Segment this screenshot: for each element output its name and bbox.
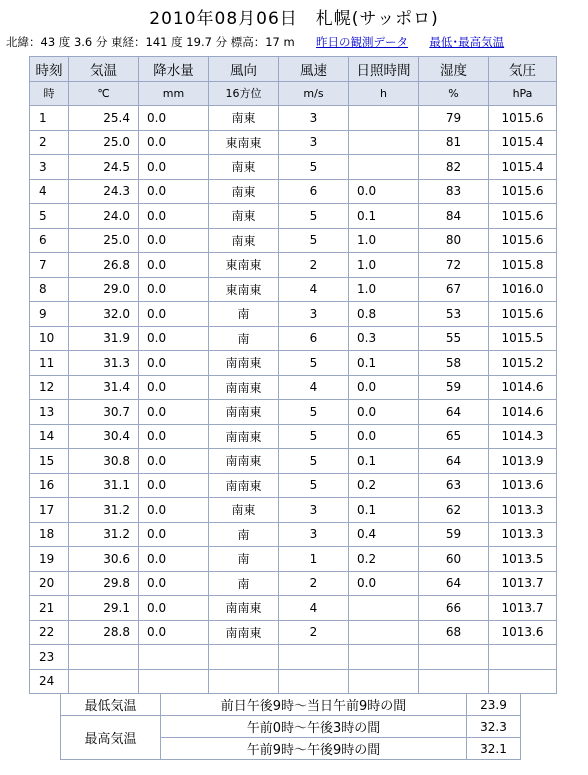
unit-hour: 時 bbox=[30, 81, 69, 106]
cell-wind-speed bbox=[279, 669, 349, 694]
cell-precipitation: 0.0 bbox=[139, 204, 209, 229]
cell-sunshine: 1.0 bbox=[349, 228, 419, 253]
cell-hour: 13 bbox=[30, 400, 69, 425]
cell-precipitation: 0.0 bbox=[139, 596, 209, 621]
unit-pressure: hPa bbox=[489, 81, 557, 106]
cell-humidity: 67 bbox=[419, 277, 489, 302]
cell-wind-direction: 南東 bbox=[209, 228, 279, 253]
max-temp-label: 最高気温 bbox=[61, 716, 161, 760]
cell-humidity: 84 bbox=[419, 204, 489, 229]
cell-temperature: 30.6 bbox=[69, 547, 139, 572]
cell-wind-speed: 4 bbox=[279, 375, 349, 400]
cell-humidity: 63 bbox=[419, 473, 489, 498]
cell-precipitation: 0.0 bbox=[139, 498, 209, 523]
cell-wind-direction bbox=[209, 645, 279, 670]
cell-hour: 5 bbox=[30, 204, 69, 229]
cell-pressure: 1015.8 bbox=[489, 253, 557, 278]
cell-humidity: 65 bbox=[419, 424, 489, 449]
cell-sunshine: 0.1 bbox=[349, 449, 419, 474]
cell-wind-direction bbox=[209, 669, 279, 694]
cell-precipitation bbox=[139, 645, 209, 670]
cell-sunshine bbox=[349, 130, 419, 155]
table-row bbox=[30, 179, 557, 204]
cell-humidity bbox=[419, 669, 489, 694]
cell-temperature bbox=[69, 669, 139, 694]
max-temp-condition-1: 午前0時～午後3時の間 bbox=[161, 716, 467, 738]
unit-precipitation: mm bbox=[139, 81, 209, 106]
cell-humidity: 55 bbox=[419, 326, 489, 351]
cell-sunshine: 0.0 bbox=[349, 424, 419, 449]
cell-pressure bbox=[489, 669, 557, 694]
cell-hour: 8 bbox=[30, 277, 69, 302]
cell-wind-direction: 南 bbox=[209, 571, 279, 596]
cell-temperature: 31.2 bbox=[69, 522, 139, 547]
cell-precipitation: 0.0 bbox=[139, 571, 209, 596]
table-row bbox=[30, 596, 557, 621]
cell-wind-speed bbox=[279, 645, 349, 670]
cell-pressure: 1013.3 bbox=[489, 498, 557, 523]
cell-wind-speed: 3 bbox=[279, 522, 349, 547]
cell-wind-speed: 6 bbox=[279, 326, 349, 351]
cell-wind-speed: 4 bbox=[279, 277, 349, 302]
cell-precipitation: 0.0 bbox=[139, 302, 209, 327]
cell-wind-direction: 南 bbox=[209, 326, 279, 351]
cell-sunshine bbox=[349, 645, 419, 670]
table-row bbox=[30, 302, 557, 327]
cell-humidity: 72 bbox=[419, 253, 489, 278]
cell-wind-direction: 南東 bbox=[209, 179, 279, 204]
unit-wind-speed: m/s bbox=[279, 81, 349, 106]
cell-sunshine: 0.2 bbox=[349, 473, 419, 498]
cell-wind-speed: 5 bbox=[279, 424, 349, 449]
cell-precipitation: 0.0 bbox=[139, 351, 209, 376]
table-row bbox=[30, 351, 557, 376]
max-temp-value-2: 32.1 bbox=[467, 738, 521, 760]
latitude: 北緯：43 度 3.6 分 bbox=[6, 35, 108, 49]
cell-hour: 2 bbox=[30, 130, 69, 155]
cell-temperature: 31.3 bbox=[69, 351, 139, 376]
cell-pressure: 1013.5 bbox=[489, 547, 557, 572]
cell-hour: 7 bbox=[30, 253, 69, 278]
cell-temperature: 32.0 bbox=[69, 302, 139, 327]
cell-sunshine: 0.3 bbox=[349, 326, 419, 351]
cell-humidity: 82 bbox=[419, 155, 489, 180]
col-header-precipitation: 降水量 bbox=[139, 57, 209, 82]
cell-temperature: 28.8 bbox=[69, 620, 139, 645]
cell-precipitation: 0.0 bbox=[139, 106, 209, 131]
page-title: 2010年08月06日 札幌(サッポロ) bbox=[149, 9, 439, 29]
col-header-wind-speed: 風速 bbox=[279, 57, 349, 82]
cell-wind-direction: 南 bbox=[209, 547, 279, 572]
cell-humidity: 64 bbox=[419, 571, 489, 596]
cell-wind-speed: 6 bbox=[279, 179, 349, 204]
cell-temperature: 24.5 bbox=[69, 155, 139, 180]
cell-humidity: 60 bbox=[419, 547, 489, 572]
temperature-summary-table bbox=[60, 693, 521, 760]
cell-sunshine: 0.4 bbox=[349, 522, 419, 547]
cell-temperature: 29.8 bbox=[69, 571, 139, 596]
cell-hour: 12 bbox=[30, 375, 69, 400]
longitude: 東経：141 度 19.7 分 bbox=[111, 35, 228, 49]
cell-humidity: 64 bbox=[419, 449, 489, 474]
cell-precipitation: 0.0 bbox=[139, 253, 209, 278]
table-row bbox=[30, 424, 557, 449]
prev-day-link[interactable]: 昨日の観測データ bbox=[316, 35, 409, 49]
table-row bbox=[30, 375, 557, 400]
cell-temperature: 25.0 bbox=[69, 228, 139, 253]
unit-sunshine: h bbox=[349, 81, 419, 106]
cell-humidity: 64 bbox=[419, 400, 489, 425]
cell-wind-speed: 3 bbox=[279, 130, 349, 155]
cell-wind-direction: 南東 bbox=[209, 498, 279, 523]
cell-temperature bbox=[69, 645, 139, 670]
cell-humidity: 83 bbox=[419, 179, 489, 204]
cell-wind-speed: 4 bbox=[279, 596, 349, 621]
cell-precipitation: 0.0 bbox=[139, 277, 209, 302]
cell-temperature: 24.0 bbox=[69, 204, 139, 229]
cell-temperature: 31.4 bbox=[69, 375, 139, 400]
min-max-temp-link[interactable]: 最低･最高気温 bbox=[429, 35, 505, 49]
cell-pressure bbox=[489, 645, 557, 670]
cell-pressure: 1013.3 bbox=[489, 522, 557, 547]
cell-pressure: 1013.6 bbox=[489, 473, 557, 498]
station-info bbox=[6, 34, 586, 50]
cell-sunshine: 0.1 bbox=[349, 498, 419, 523]
col-header-temperature: 気温 bbox=[69, 57, 139, 82]
cell-wind-speed: 3 bbox=[279, 498, 349, 523]
cell-precipitation: 0.0 bbox=[139, 522, 209, 547]
cell-sunshine: 1.0 bbox=[349, 253, 419, 278]
cell-wind-direction: 南東 bbox=[209, 155, 279, 180]
cell-humidity: 66 bbox=[419, 596, 489, 621]
table-row bbox=[30, 547, 557, 572]
cell-sunshine: 1.0 bbox=[349, 277, 419, 302]
cell-precipitation: 0.0 bbox=[139, 228, 209, 253]
cell-wind-speed: 5 bbox=[279, 204, 349, 229]
table-row bbox=[30, 326, 557, 351]
cell-sunshine bbox=[349, 596, 419, 621]
cell-wind-direction: 南南東 bbox=[209, 473, 279, 498]
cell-sunshine: 0.1 bbox=[349, 351, 419, 376]
cell-precipitation: 0.0 bbox=[139, 449, 209, 474]
cell-wind-direction: 東南東 bbox=[209, 277, 279, 302]
unit-humidity: % bbox=[419, 81, 489, 106]
cell-wind-direction: 南 bbox=[209, 522, 279, 547]
cell-precipitation: 0.0 bbox=[139, 400, 209, 425]
col-header-pressure: 気圧 bbox=[489, 57, 557, 82]
cell-precipitation bbox=[139, 669, 209, 694]
cell-wind-speed: 5 bbox=[279, 228, 349, 253]
cell-wind-speed: 5 bbox=[279, 155, 349, 180]
table-row bbox=[30, 277, 557, 302]
cell-pressure: 1014.6 bbox=[489, 375, 557, 400]
col-header-humidity: 湿度 bbox=[419, 57, 489, 82]
max-temp-value-1: 32.3 bbox=[467, 716, 521, 738]
cell-temperature: 30.4 bbox=[69, 424, 139, 449]
altitude: 標高：17 m bbox=[230, 35, 295, 49]
cell-sunshine: 0.1 bbox=[349, 204, 419, 229]
cell-pressure: 1016.0 bbox=[489, 277, 557, 302]
cell-temperature: 30.7 bbox=[69, 400, 139, 425]
cell-temperature: 31.9 bbox=[69, 326, 139, 351]
cell-hour: 16 bbox=[30, 473, 69, 498]
cell-hour: 14 bbox=[30, 424, 69, 449]
cell-sunshine: 0.0 bbox=[349, 400, 419, 425]
col-header-hour: 時刻 bbox=[30, 57, 69, 82]
cell-wind-speed: 2 bbox=[279, 571, 349, 596]
cell-hour: 11 bbox=[30, 351, 69, 376]
cell-temperature: 31.1 bbox=[69, 473, 139, 498]
cell-wind-speed: 5 bbox=[279, 449, 349, 474]
cell-wind-speed: 5 bbox=[279, 400, 349, 425]
cell-precipitation: 0.0 bbox=[139, 130, 209, 155]
cell-humidity: 59 bbox=[419, 522, 489, 547]
cell-humidity: 59 bbox=[419, 375, 489, 400]
cell-temperature: 24.3 bbox=[69, 179, 139, 204]
cell-wind-direction: 南南東 bbox=[209, 375, 279, 400]
cell-pressure: 1015.2 bbox=[489, 351, 557, 376]
cell-hour: 20 bbox=[30, 571, 69, 596]
cell-wind-direction: 南南東 bbox=[209, 596, 279, 621]
cell-hour: 22 bbox=[30, 620, 69, 645]
cell-sunshine: 0.0 bbox=[349, 179, 419, 204]
max-temp-condition-2: 午前9時～午後9時の間 bbox=[161, 738, 467, 760]
min-temp-label: 最低気温 bbox=[61, 694, 161, 716]
cell-wind-direction: 南南東 bbox=[209, 449, 279, 474]
table-row bbox=[30, 522, 557, 547]
table-row bbox=[30, 669, 557, 694]
cell-humidity: 79 bbox=[419, 106, 489, 131]
units-row bbox=[30, 81, 557, 106]
cell-sunshine bbox=[349, 669, 419, 694]
cell-pressure: 1015.6 bbox=[489, 228, 557, 253]
cell-hour: 4 bbox=[30, 179, 69, 204]
cell-pressure: 1013.7 bbox=[489, 596, 557, 621]
cell-hour: 3 bbox=[30, 155, 69, 180]
table-row bbox=[30, 498, 557, 523]
cell-wind-direction: 南東 bbox=[209, 204, 279, 229]
cell-temperature: 29.0 bbox=[69, 277, 139, 302]
cell-wind-speed: 3 bbox=[279, 106, 349, 131]
cell-wind-direction: 南南東 bbox=[209, 351, 279, 376]
table-row bbox=[30, 204, 557, 229]
cell-humidity bbox=[419, 645, 489, 670]
cell-precipitation: 0.0 bbox=[139, 326, 209, 351]
col-header-sunshine: 日照時間 bbox=[349, 57, 419, 82]
cell-sunshine: 0.0 bbox=[349, 375, 419, 400]
cell-pressure: 1014.3 bbox=[489, 424, 557, 449]
cell-sunshine bbox=[349, 106, 419, 131]
table-row bbox=[30, 400, 557, 425]
cell-hour: 1 bbox=[30, 106, 69, 131]
cell-wind-direction: 南南東 bbox=[209, 620, 279, 645]
table-row bbox=[30, 253, 557, 278]
cell-hour: 19 bbox=[30, 547, 69, 572]
cell-precipitation: 0.0 bbox=[139, 473, 209, 498]
cell-pressure: 1014.6 bbox=[489, 400, 557, 425]
table-row bbox=[30, 645, 557, 670]
col-header-wind-direction: 風向 bbox=[209, 57, 279, 82]
observation-table bbox=[29, 56, 557, 694]
cell-pressure: 1015.6 bbox=[489, 302, 557, 327]
cell-wind-direction: 南東 bbox=[209, 106, 279, 131]
cell-pressure: 1013.6 bbox=[489, 620, 557, 645]
table-row bbox=[30, 106, 557, 131]
min-temp-value: 23.9 bbox=[467, 694, 521, 716]
cell-temperature: 25.0 bbox=[69, 130, 139, 155]
cell-pressure: 1015.6 bbox=[489, 204, 557, 229]
unit-wind-direction: 16方位 bbox=[209, 81, 279, 106]
table-row bbox=[30, 449, 557, 474]
table-row bbox=[30, 155, 557, 180]
cell-hour: 6 bbox=[30, 228, 69, 253]
cell-humidity: 68 bbox=[419, 620, 489, 645]
table-row bbox=[30, 473, 557, 498]
cell-wind-direction: 南 bbox=[209, 302, 279, 327]
cell-pressure: 1013.9 bbox=[489, 449, 557, 474]
cell-sunshine: 0.0 bbox=[349, 571, 419, 596]
cell-wind-speed: 1 bbox=[279, 547, 349, 572]
min-temp-condition: 前日午後9時～当日午前9時の間 bbox=[161, 694, 467, 716]
header-row bbox=[30, 57, 557, 82]
cell-wind-speed: 2 bbox=[279, 253, 349, 278]
cell-hour: 18 bbox=[30, 522, 69, 547]
cell-temperature: 29.1 bbox=[69, 596, 139, 621]
table-row bbox=[30, 571, 557, 596]
cell-wind-direction: 南南東 bbox=[209, 424, 279, 449]
cell-precipitation: 0.0 bbox=[139, 620, 209, 645]
cell-wind-speed: 5 bbox=[279, 351, 349, 376]
cell-humidity: 80 bbox=[419, 228, 489, 253]
cell-hour: 10 bbox=[30, 326, 69, 351]
cell-humidity: 81 bbox=[419, 130, 489, 155]
cell-wind-direction: 東南東 bbox=[209, 253, 279, 278]
cell-temperature: 26.8 bbox=[69, 253, 139, 278]
cell-pressure: 1015.6 bbox=[489, 106, 557, 131]
cell-hour: 15 bbox=[30, 449, 69, 474]
cell-precipitation: 0.0 bbox=[139, 155, 209, 180]
unit-temperature: ℃ bbox=[69, 81, 139, 106]
cell-hour: 17 bbox=[30, 498, 69, 523]
cell-sunshine: 0.2 bbox=[349, 547, 419, 572]
cell-pressure: 1015.6 bbox=[489, 179, 557, 204]
cell-hour: 9 bbox=[30, 302, 69, 327]
cell-wind-speed: 5 bbox=[279, 473, 349, 498]
table-row bbox=[30, 228, 557, 253]
cell-precipitation: 0.0 bbox=[139, 424, 209, 449]
cell-sunshine bbox=[349, 155, 419, 180]
cell-temperature: 30.8 bbox=[69, 449, 139, 474]
cell-hour: 24 bbox=[30, 669, 69, 694]
cell-sunshine bbox=[349, 620, 419, 645]
cell-wind-direction: 南南東 bbox=[209, 400, 279, 425]
cell-pressure: 1015.4 bbox=[489, 130, 557, 155]
cell-temperature: 25.4 bbox=[69, 106, 139, 131]
cell-hour: 23 bbox=[30, 645, 69, 670]
table-row bbox=[30, 620, 557, 645]
cell-humidity: 62 bbox=[419, 498, 489, 523]
table-row bbox=[30, 130, 557, 155]
max-temp-row-1 bbox=[61, 716, 521, 738]
cell-precipitation: 0.0 bbox=[139, 179, 209, 204]
cell-pressure: 1015.4 bbox=[489, 155, 557, 180]
cell-temperature: 31.2 bbox=[69, 498, 139, 523]
cell-wind-speed: 2 bbox=[279, 620, 349, 645]
cell-pressure: 1015.5 bbox=[489, 326, 557, 351]
cell-hour: 21 bbox=[30, 596, 69, 621]
cell-precipitation: 0.0 bbox=[139, 375, 209, 400]
cell-precipitation: 0.0 bbox=[139, 547, 209, 572]
min-temp-row bbox=[61, 694, 521, 716]
cell-pressure: 1013.7 bbox=[489, 571, 557, 596]
cell-wind-speed: 3 bbox=[279, 302, 349, 327]
cell-humidity: 53 bbox=[419, 302, 489, 327]
cell-humidity: 58 bbox=[419, 351, 489, 376]
cell-sunshine: 0.8 bbox=[349, 302, 419, 327]
cell-wind-direction: 東南東 bbox=[209, 130, 279, 155]
